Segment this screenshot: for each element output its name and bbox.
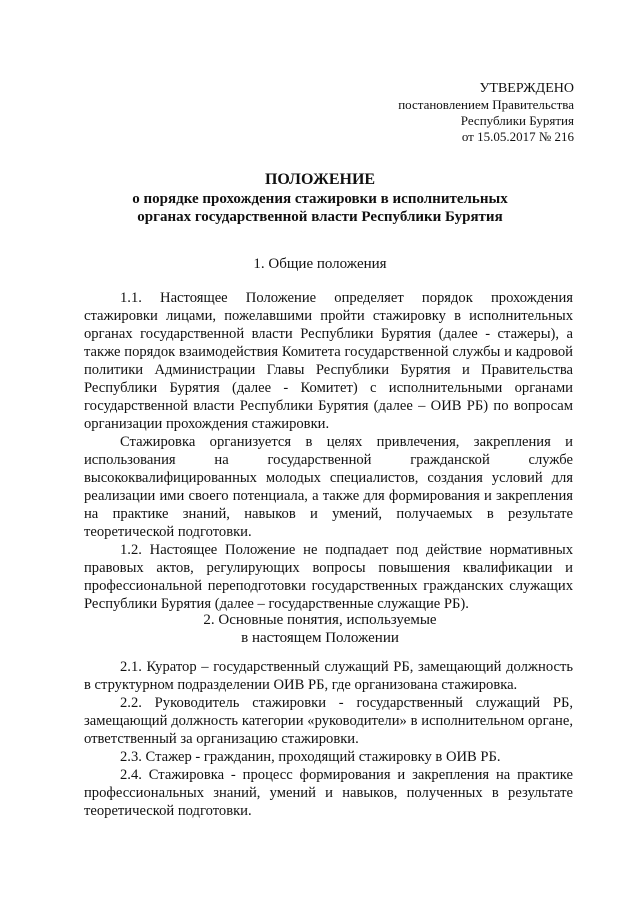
paragraph-1-1-purpose: Стажировка организуется в целях привлечения, закрепления и использования на государственной гражданской службе высококвалифицированных молодых специалистов, создания условий для реализации ими своего потенциала, а также для формирования и закрепления на практике знаний, навыков и умений, получаемых в результате теоретической подготовки. <box>84 434 573 540</box>
paragraph-2-1: 2.1. Куратор – государственный служащий РБ, замещающий должность в структурном подразделении ОИВ РБ, где организована стажировка. <box>84 659 573 693</box>
paragraph-2-3: 2.3. Стажер - гражданин, проходящий стажировку в ОИВ РБ. <box>120 749 501 765</box>
paragraph-1-1: 1.1. Настоящее Положение определяет порядок прохождения стажировки лицами, пожелавшими пройти стажировку в исполнительных органах государственной власти Республики Бурятия (далее - стажеры), а также порядок взаимодействия Комитета государственной службы и кадровой политики Администрации Главы Республики Бурятия и Правительства Республики Бурятия (далее - Комитет) с исполнительными органами государственной власти Республики Бурятия (далее – ОИВ РБ) по вопросам организации прохождения стажировки. <box>84 290 573 432</box>
approval-line-date: от 15.05.2017 № 216 <box>461 129 574 144</box>
approval-line-decree: постановлением Правительства <box>398 97 574 112</box>
approval-line-republic: Республики Бурятия <box>460 113 574 128</box>
document-title <box>60 170 580 226</box>
section2-heading <box>60 611 580 647</box>
approval-heading: УТВЕРЖДЕНО <box>479 81 574 96</box>
title-subtitle-line1: о порядке прохождения стажировки в исполнительных <box>132 191 508 207</box>
paragraph-2-2: 2.2. Руководитель стажировки - государственный служащий РБ, замещающий должность категории «руководители» в исполнительном органе, ответственный за организацию стажировки. <box>84 695 573 747</box>
section2-heading-line2: в настоящем Положении <box>241 630 399 646</box>
section1-heading: 1. Общие положения <box>253 256 387 272</box>
paragraph-2-4: 2.4. Стажировка - процесс формирования и закрепления на практике профессиональных знаний, умений и навыков, полученных в результате теоретической подготовки. <box>84 767 573 819</box>
paragraph-1-2: 1.2. Настоящее Положение не подпадает под действие нормативных правовых актов, регулирующих вопросы повышения квалификации и профессиональной переподготовки государственных гражданских служащих Республики Бурятия (далее – государственные служащие РБ). <box>84 542 573 612</box>
approval-stamp <box>398 80 574 145</box>
title-subtitle-line2: органах государственной власти Республики Бурятия <box>137 209 503 225</box>
section2-body <box>84 658 573 820</box>
title-main: ПОЛОЖЕНИЕ <box>264 171 376 188</box>
section2-heading-line1: 2. Основные понятия, используемые <box>203 612 437 628</box>
section1-body <box>84 289 573 613</box>
